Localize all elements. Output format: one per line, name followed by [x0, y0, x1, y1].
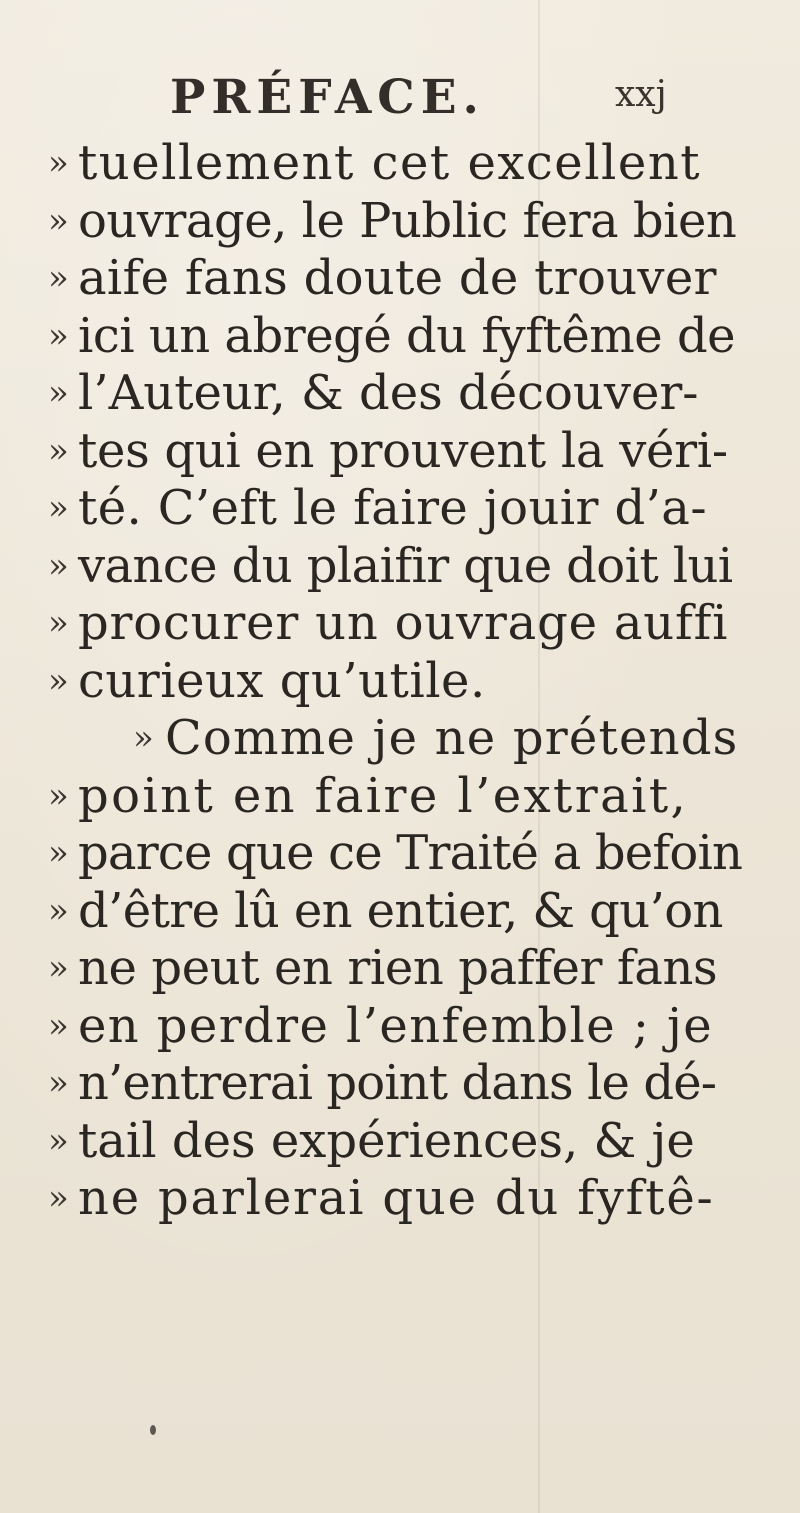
- line-text: aife fans doute de trouver: [78, 250, 717, 306]
- quote-mark: »: [48, 488, 69, 528]
- text-line: [0, 250, 800, 308]
- text-line: [0, 193, 800, 251]
- line-text: ne peut en rien paffer fans: [78, 940, 718, 996]
- line-text: n’entrerai point dans le dé-: [78, 1055, 717, 1111]
- quote-mark: »: [48, 948, 69, 988]
- text-line: [0, 1113, 800, 1171]
- text-line: [0, 595, 800, 653]
- quote-mark: »: [48, 373, 69, 413]
- line-text: tes qui en prouvent la véri-: [78, 422, 728, 479]
- line-text: curieux qu’utile.: [78, 652, 486, 709]
- quote-mark: »: [48, 545, 69, 586]
- line-text: té. C’eft le faire jouir d’a-: [78, 480, 707, 536]
- body-text: [0, 135, 800, 1228]
- quote-mark: »: [48, 1120, 69, 1161]
- text-line: [0, 538, 800, 596]
- line-text: procurer un ouvrage auffi: [78, 595, 729, 651]
- line-text: parce que ce Traité a befoin: [78, 825, 743, 881]
- quote-mark: »: [48, 1063, 69, 1103]
- line-text: vance du plaifir que doit lui: [78, 537, 733, 594]
- line-text: en perdre l’enfemble ; je: [78, 997, 714, 1054]
- text-line: [0, 940, 800, 998]
- line-text: Comme je ne prétends: [165, 710, 739, 766]
- quote-mark: »: [48, 200, 69, 241]
- page-header: [0, 70, 800, 130]
- text-line: [0, 998, 800, 1056]
- text-line: [0, 423, 800, 481]
- quote-mark: »: [48, 603, 69, 643]
- quote-mark: »: [48, 890, 69, 931]
- quote-mark: »: [48, 660, 69, 701]
- ink-smudge: [150, 1425, 156, 1435]
- quote-mark: »: [48, 258, 69, 298]
- quote-mark: »: [48, 315, 69, 356]
- running-title: PRÉFACE.: [170, 70, 485, 125]
- quote-mark: »: [48, 430, 69, 471]
- quote-mark: »: [48, 1178, 69, 1218]
- text-line: [0, 653, 800, 711]
- text-line: [0, 883, 800, 941]
- text-line: [0, 768, 800, 826]
- text-line: [0, 308, 800, 366]
- line-text: ouvrage, le Public fera bien: [78, 192, 737, 249]
- text-line: [0, 710, 800, 768]
- line-text: l’Auteur, & des découver-: [78, 365, 699, 421]
- text-line: [0, 365, 800, 423]
- page-number: xxj: [615, 74, 667, 115]
- quote-mark: »: [48, 1005, 69, 1046]
- quote-mark: »: [133, 718, 154, 758]
- text-line: [0, 1055, 800, 1113]
- quote-mark: »: [48, 143, 69, 183]
- quote-mark: »: [48, 775, 69, 816]
- line-text: ici un abregé du fyftême de: [78, 307, 736, 364]
- line-text: tuellement cet excellent: [78, 135, 702, 191]
- line-text: point en faire l’extrait,: [78, 767, 689, 824]
- line-text: ne parlerai que du fyftê-: [78, 1170, 715, 1226]
- text-line: [0, 825, 800, 883]
- quote-mark: »: [48, 833, 69, 873]
- text-line: [0, 480, 800, 538]
- line-text: d’être lû en entier, & qu’on: [78, 882, 723, 939]
- text-line: [0, 1170, 800, 1228]
- line-text: tail des expériences, & je: [78, 1112, 695, 1169]
- text-line: [0, 135, 800, 193]
